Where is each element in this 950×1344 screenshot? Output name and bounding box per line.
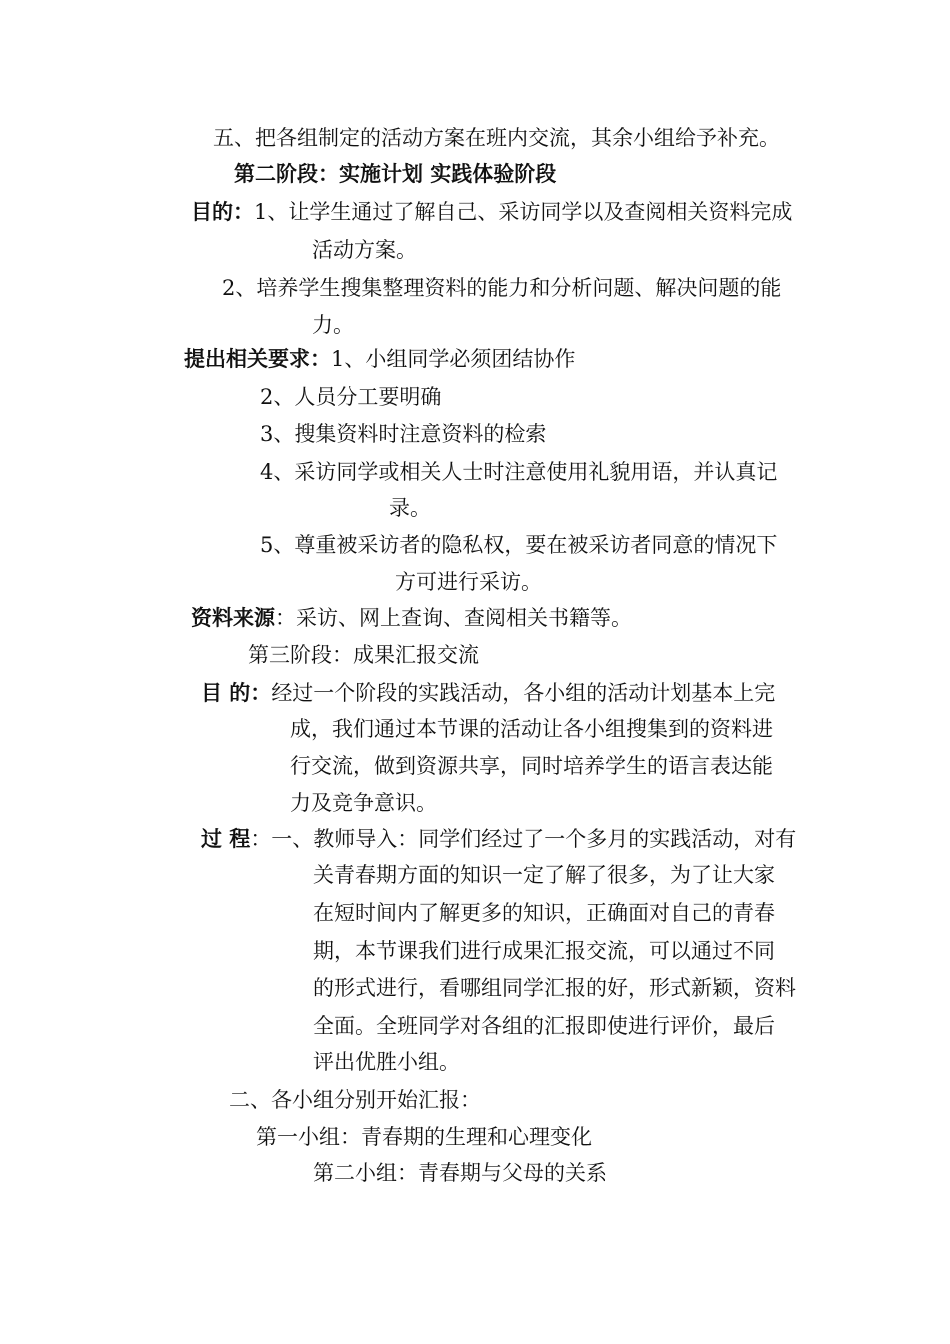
group-one-text: 第一小组：青春期的生理和心理变化 bbox=[256, 1125, 592, 1149]
process-text-7: 评出优胜小组。 bbox=[313, 1050, 460, 1074]
requirement-5: 5、尊重被采访者的隐私权，要在被采访者同意的情况下 bbox=[260, 533, 778, 557]
requirement-4: 4、采访同学或相关人士时注意使用礼貌用语，并认真记 bbox=[260, 460, 778, 484]
process-text-5: 的形式进行，看哪组同学汇报的好，形式新颖，资料 bbox=[313, 976, 796, 1000]
process-label: 过 程 bbox=[201, 826, 251, 851]
goal-line-1 bbox=[191, 198, 792, 226]
purpose-label: 目 的： bbox=[201, 680, 272, 705]
group-two-text: 第二小组：青春期与父母的关系 bbox=[313, 1161, 607, 1185]
source-label: 资料来源 bbox=[191, 605, 275, 630]
purpose-text-3: 行交流，做到资源共享，同时培养学生的语言表达能 bbox=[290, 754, 773, 778]
process-text-3: 在短时间内了解更多的知识，正确面对自己的青春 bbox=[313, 901, 775, 925]
purpose-text-4: 力及竞争意识。 bbox=[290, 791, 437, 815]
purpose-text-2: 成，我们通过本节课的活动让各小组搜集到的资料进 bbox=[290, 717, 773, 741]
requirement-2: 2、人员分工要明确 bbox=[260, 385, 442, 409]
stage-two-heading: 第二阶段：实施计划 实践体验阶段 bbox=[234, 161, 557, 186]
requirement-5-cont: 方可进行采访。 bbox=[395, 570, 542, 594]
requirement-4-cont: 录。 bbox=[389, 496, 431, 520]
source-line bbox=[191, 604, 632, 632]
step-five-text: 五、把各组制定的活动方案在班内交流，其余小组给予补充。 bbox=[213, 126, 780, 150]
process-text-4: 期，本节课我们进行成果汇报交流，可以通过不同 bbox=[313, 939, 775, 963]
step-two-text: 二、各小组分别开始汇报： bbox=[229, 1088, 481, 1112]
purpose-text-1: 经过一个阶段的实践活动，各小组的活动计划基本上完 bbox=[271, 681, 776, 705]
process-text-1: ：一、教师导入：同学们经过了一个多月的实践活动，对有 bbox=[250, 827, 797, 851]
process-line-1 bbox=[201, 825, 796, 853]
goal-item-2-cont: 力。 bbox=[312, 313, 354, 337]
goal-item-2: 2、培养学生搜集整理资料的能力和分析问题、解决问题的能 bbox=[222, 276, 782, 300]
requirements-line-1 bbox=[184, 345, 575, 373]
goal-label: 目的： bbox=[191, 199, 254, 224]
stage-three-heading: 第三阶段：成果汇报交流 bbox=[248, 643, 479, 667]
purpose-line-1 bbox=[201, 679, 775, 707]
goal-item-1: 1、让学生通过了解自己、采访同学以及查阅相关资料完成 bbox=[254, 200, 793, 224]
requirement-3: 3、搜集资料时注意资料的检索 bbox=[260, 422, 547, 446]
goal-item-1-cont: 活动方案。 bbox=[312, 238, 417, 262]
process-text-6: 全面。全班同学对各组的汇报即使进行评价，最后 bbox=[313, 1014, 775, 1038]
requirements-label: 提出相关要求： bbox=[184, 346, 331, 371]
requirement-1: 1、小组同学必须团结协作 bbox=[331, 347, 576, 371]
process-text-2: 关青春期方面的知识一定了解了很多，为了让大家 bbox=[313, 863, 775, 887]
source-text: ：采访、网上查询、查阅相关书籍等。 bbox=[275, 606, 632, 630]
